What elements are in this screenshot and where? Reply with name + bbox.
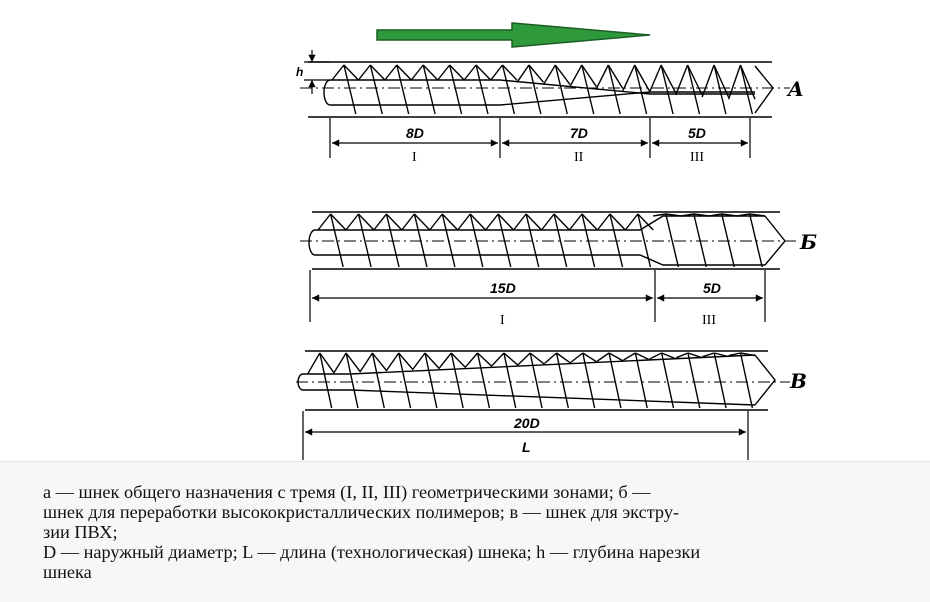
flight-line xyxy=(332,65,344,80)
flight-line xyxy=(358,65,370,80)
screw-b-dim-2: 5D xyxy=(703,280,721,296)
flight-line xyxy=(688,65,703,95)
flight-line xyxy=(582,214,595,267)
caption-text xyxy=(43,482,913,582)
flight-line xyxy=(624,353,636,360)
flight-line xyxy=(661,65,673,114)
flight-line xyxy=(638,214,651,267)
screw-b-dimensions xyxy=(310,270,765,322)
flight-line xyxy=(597,214,610,230)
flight-line xyxy=(402,214,415,230)
caption-line-2: шнек для переработки высококристаллических полимеров; в — шнек для экстру- xyxy=(43,502,680,522)
flight-line xyxy=(374,214,387,230)
screw-a-dim-1: 8D xyxy=(406,125,424,141)
flight-line xyxy=(542,214,555,230)
flight-line xyxy=(688,353,702,358)
flight-line xyxy=(688,65,700,114)
flight-line xyxy=(491,65,503,80)
flight-line xyxy=(694,214,707,267)
flight-line xyxy=(570,65,582,87)
flight-line xyxy=(498,214,511,267)
flight-line xyxy=(478,353,490,408)
screw-a-zone-2: II xyxy=(574,150,584,165)
flight-line xyxy=(492,353,504,366)
screw-a-zone-1: I xyxy=(412,150,417,165)
flight-line xyxy=(741,353,753,408)
flight-line xyxy=(439,353,451,368)
flight-line xyxy=(714,353,726,408)
flight-line xyxy=(464,65,476,80)
flow-direction-arrow xyxy=(377,23,650,47)
flight-line xyxy=(399,353,411,408)
flight-line xyxy=(569,214,582,230)
caption-line-3: зии ПВХ; xyxy=(43,522,118,542)
flight-line xyxy=(545,353,557,363)
screw-b-label: Б xyxy=(800,230,818,254)
flight-line xyxy=(438,65,450,80)
flight-line xyxy=(714,65,726,114)
flight-line xyxy=(466,353,478,367)
flight-line xyxy=(702,353,714,357)
screw-c-dim-1: 20D xyxy=(514,415,540,431)
flight-line xyxy=(722,214,735,267)
screw-c-flights xyxy=(308,353,755,408)
flight-line xyxy=(623,65,635,91)
flight-line xyxy=(450,65,462,114)
flight-line xyxy=(397,65,409,114)
flight-line xyxy=(346,214,359,230)
flight-line xyxy=(608,65,620,114)
screw-a-h-dimension xyxy=(304,50,330,94)
flight-line xyxy=(635,65,650,91)
screw-a-dim-3: 5D xyxy=(688,125,706,141)
flight-line xyxy=(582,65,594,114)
screw-a-label: A xyxy=(788,77,804,101)
screw-b xyxy=(300,212,800,269)
flight-line xyxy=(554,214,567,267)
flight-line xyxy=(514,214,527,230)
flight-line xyxy=(750,214,763,267)
flight-line xyxy=(344,65,356,114)
screw-a-dim-2: 7D xyxy=(570,125,588,141)
flight-line xyxy=(556,353,568,408)
flight-line xyxy=(451,353,463,408)
flight-line xyxy=(486,214,499,230)
flight-line xyxy=(359,214,372,267)
screw-a-flights xyxy=(332,65,755,114)
screw-c-dim-2: L xyxy=(522,439,531,455)
flight-line xyxy=(676,353,688,358)
caption-line-1: а — шнек общего назначения с тремя (I, II, III) геометрическими зонами; б — xyxy=(43,482,651,502)
flight-line xyxy=(331,214,344,267)
figure-caption xyxy=(0,461,930,602)
flight-line xyxy=(596,65,608,89)
flight-line xyxy=(308,353,320,373)
flight-line xyxy=(662,353,674,408)
flight-line xyxy=(526,214,539,267)
caption-line-4: D — наружный диаметр; L — длина (технологическая) шнека; h — глубина нарезки xyxy=(43,542,701,562)
flight-line xyxy=(458,214,471,230)
flight-line xyxy=(423,65,435,114)
flight-line xyxy=(411,65,423,80)
flight-line xyxy=(661,65,676,93)
flight-line xyxy=(386,214,399,267)
screw-a xyxy=(300,62,790,117)
flight-line xyxy=(650,353,662,359)
flight-line xyxy=(476,65,488,114)
flight-line xyxy=(442,214,455,267)
screw-a-h-label: h xyxy=(296,65,304,79)
flight-line xyxy=(385,65,397,80)
flight-line xyxy=(334,353,346,372)
flight-line xyxy=(635,65,647,114)
flight-line xyxy=(666,214,679,267)
screw-c-label: В xyxy=(790,369,807,393)
flight-line xyxy=(676,65,688,95)
flight-line xyxy=(517,65,529,82)
flight-line xyxy=(503,65,515,114)
flight-line xyxy=(387,353,399,370)
screw-c xyxy=(296,351,790,410)
flight-line xyxy=(610,214,623,267)
flight-line xyxy=(662,353,676,359)
flight-line xyxy=(518,353,530,364)
flight-line xyxy=(544,65,556,84)
screw-b-zone-2: III xyxy=(702,313,716,328)
flight-line xyxy=(635,353,647,408)
screw-a-dimensions xyxy=(330,118,750,158)
caption-line-5: шнека xyxy=(43,562,92,582)
flight-line xyxy=(625,214,638,230)
flight-line xyxy=(635,353,649,360)
screw-b-zone-1: I xyxy=(500,313,505,328)
flight-line xyxy=(571,353,583,362)
flight-line xyxy=(688,353,700,408)
screw-b-flights xyxy=(318,214,765,267)
screw-b-dim-1: 15D xyxy=(490,280,516,296)
flight-line xyxy=(413,353,425,369)
flight-line xyxy=(361,353,373,371)
flight-line xyxy=(318,214,331,230)
flight-line xyxy=(470,214,483,267)
flight-line xyxy=(370,65,382,114)
flight-line xyxy=(430,214,443,230)
flight-line xyxy=(425,353,437,408)
screw-a-zone-3: III xyxy=(690,150,704,165)
flight-line xyxy=(414,214,427,267)
flight-line xyxy=(649,65,661,93)
flight-line xyxy=(583,353,595,408)
flight-line xyxy=(597,353,609,361)
